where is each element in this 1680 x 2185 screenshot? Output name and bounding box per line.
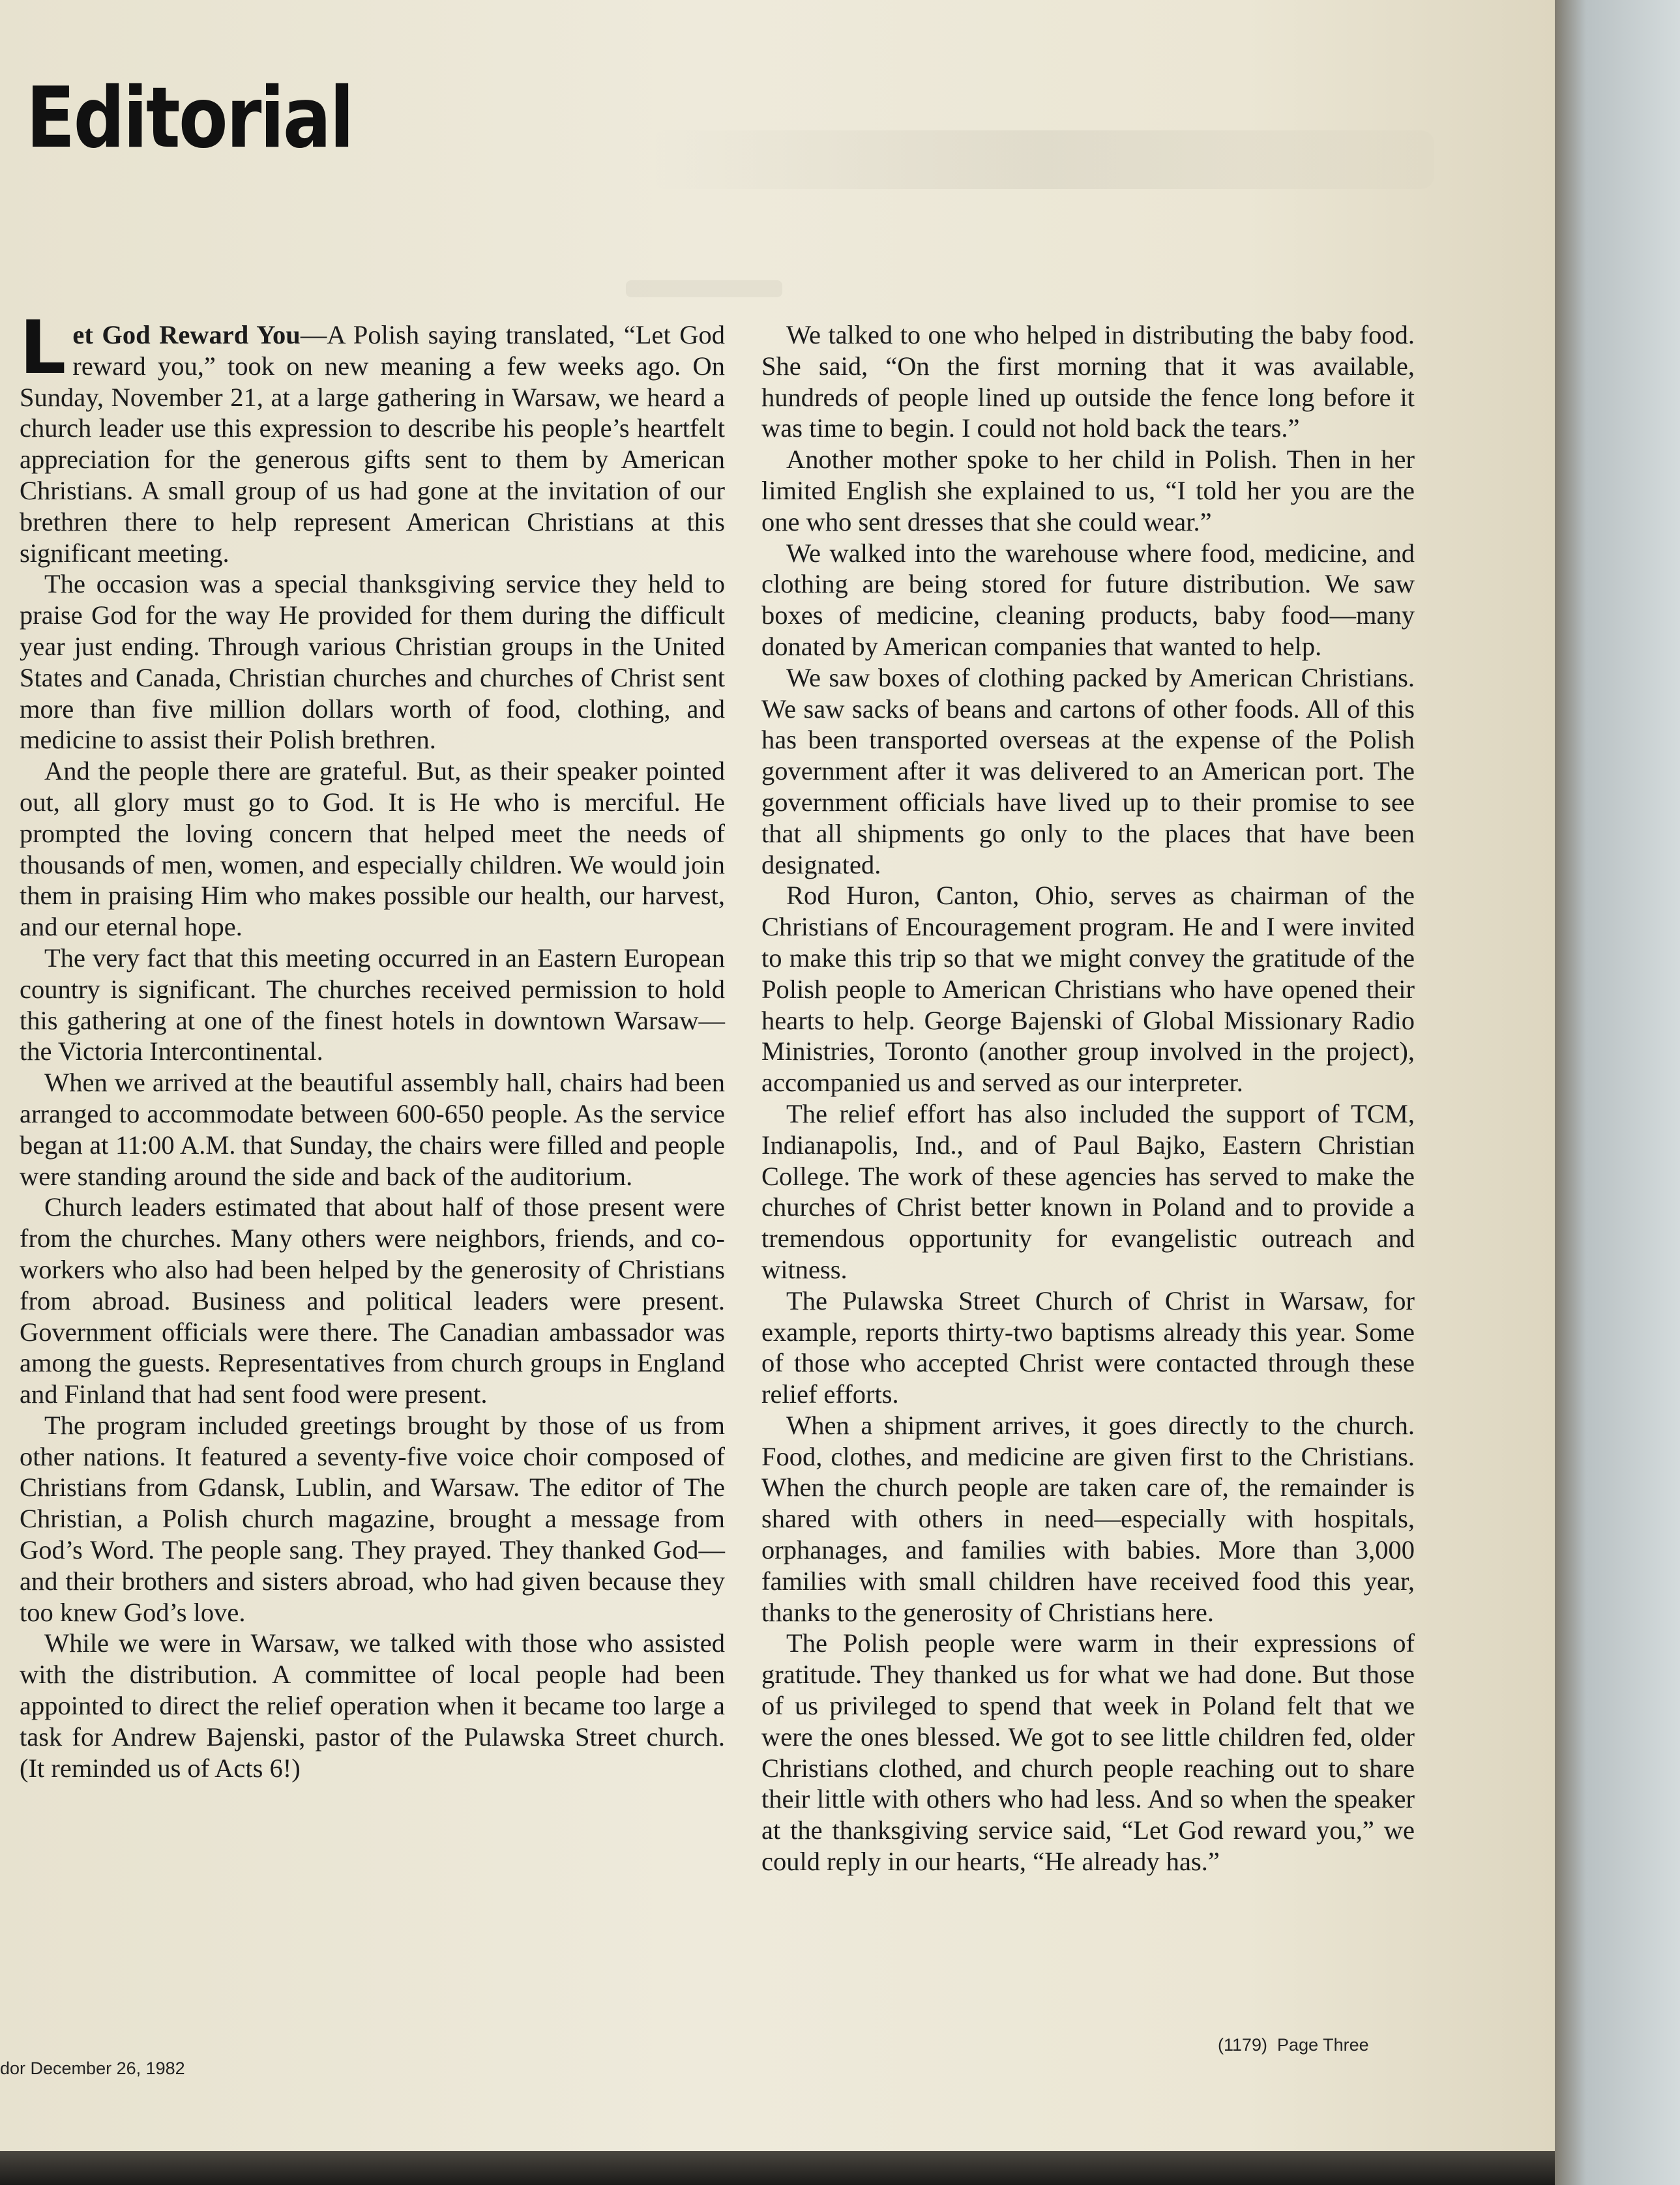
paragraph: When a shipment arrives, it goes directly to the church. Food, clothes, and medicine are given first to the Christians. When the church people are taken care of, the remainder is shared with others in need—especially with hospitals, orphanages, and families with babies. More than 3,000 families with small children have received food this year, thanks to the generosity of Christians here. [761, 1410, 1415, 1627]
footer-date: dor December 26, 1982 [0, 2059, 185, 2078]
drop-cap: L [20, 306, 66, 390]
show-through-byline [626, 280, 782, 297]
paragraph: The very fact that this meeting occurred in an Eastern European country is significant. The churches received permission to hold this gathering at one of the finest hotels in downtown Warsaw—the Victoria Intercontinental. [20, 943, 725, 1066]
paragraph: We walked into the warehouse where food, medicine, and clothing are being stored for future distribution. We saw boxes of medicine, cleaning products, baby food—many donated by American companies that wanted to help. [761, 538, 1415, 661]
footer-page-number: (1179) Page Three [1218, 2035, 1369, 2055]
left-column [20, 306, 725, 1783]
paragraph: Another mother spoke to her child in Polish. Then in her limited English she explained to us, “I told her you are the one who sent dresses that she could wear.” [761, 445, 1415, 536]
scan-bottom-edge [0, 2151, 1555, 2185]
page-title: Editorial [26, 70, 353, 167]
next-page-edge [1555, 0, 1680, 2185]
paragraph: Rod Huron, Canton, Ohio, serves as chairman of the Christians of Encouragement program. He and I were invited to make this trip so that we might convey the gratitude of the Polish people to American Christians who have opened their hearts to help. George Bajenski of Global Missionary Radio Ministries, Toronto (another group involved in the project), accompanied us and served as our interpreter. [761, 881, 1415, 1098]
lead-paragraph [20, 306, 725, 568]
show-through-title [652, 130, 1434, 189]
paragraph: When we arrived at the beautiful assembly hall, chairs had been arranged to accommodate between 600-650 people. As the service began at 11:00 A.M. that Sunday, the chairs were filled and people were standing around the side and back of the auditorium. [20, 1068, 725, 1191]
paragraph: We saw boxes of clothing packed by American Christians. We saw sacks of beans and cartons of other foods. All of this has been transported overseas at the expense of the Polish government after it was delivered to an American port. The government officials have lived up to their promise to see that all shipments go only to the places that have been designated. [761, 662, 1415, 879]
lead-title: et God Reward You [72, 320, 301, 349]
paragraph: The relief effort has also included the support of TCM, Indianapolis, Ind., and of Paul Bajko, Eastern Christian College. The work of these agencies has served to make the churches of Christ better known in Poland and to provide a tremendous opportunity for evangelistic outreach and witness. [761, 1098, 1415, 1284]
paragraph: The Polish people were warm in their expressions of gratitude. They thanked us for what we had done. But those of us privileged to spend that week in Poland felt that we were the ones blessed. We got to see little children fed, older Christians clothed, and church people reaching out to share their little with others who had less. And so when the speaker at the thanksgiving service said, “Let God reward you,” we could reply in our hearts, “He already has.” [761, 1628, 1415, 1877]
paragraph: While we were in Warsaw, we talked with those who assisted with the distribution. A committee of local people had been appointed to direct the relief operation when it became too large a task for Andrew Bajenski, pastor of the Pulawska Street church. (It reminded us of Acts 6!) [20, 1628, 725, 1783]
paragraph: The program included greetings brought by those of us from other nations. It featured a seventy-five voice choir composed of Christians from Gdansk, Lublin, and Warsaw. The editor of The Christian, a Polish church magazine, brought a message from God’s Word. The people sang. They prayed. They thanked God—and their brothers and sisters abroad, who had given because they too knew God’s love. [20, 1410, 725, 1627]
paragraph: We talked to one who helped in distributing the baby food. She said, “On the first morning that it was available, hundreds of people lined up outside the fence long before it was time to begin. I could not hold back the tears.” [761, 320, 1415, 443]
right-column [761, 319, 1415, 1877]
paragraph: And the people there are grateful. But, as their speaker pointed out, all glory must go to God. It is He who is merciful. He prompted the loving concern that helped meet the needs of thousands of men, women, and especially children. We would join them in praising Him who makes possible our health, our harvest, and our eternal hope. [20, 756, 725, 942]
paragraph: The Pulawska Street Church of Christ in Warsaw, for example, reports thirty-two baptisms already this year. Some of those who accepted Christ were contacted through these relief efforts. [761, 1285, 1415, 1409]
lead-text: —A Polish saying translated, “Let God reward you,” took on new meaning a few weeks ago. On Sunday, November 21, at a large gathering in Warsaw, we heard a church leader use this expression to describe his people’s heartfelt appreciation for the generous gifts sent to them by American Christians. A small group of us had gone at the invitation of our brethren there to help represent American Christians at this significant meeting. [20, 320, 725, 568]
paragraph: The occasion was a special thanksgiving service they held to praise God for the way He provided for them during the difficult year just ending. Through various Christian groups in the United States and Canada, Christian churches and churches of Christ sent more than five million dollars worth of food, clothing, and medicine to assist their Polish brethren. [20, 569, 725, 755]
paragraph: Church leaders estimated that about half of those present were from the churches. Many others were neighbors, friends, and co-workers who also had been helped by the generosity of Christians from abroad. Business and political leaders were present. Government officials were there. The Canadian ambassador was among the guests. Representatives from church groups in England and Finland that had sent food were present. [20, 1192, 725, 1409]
